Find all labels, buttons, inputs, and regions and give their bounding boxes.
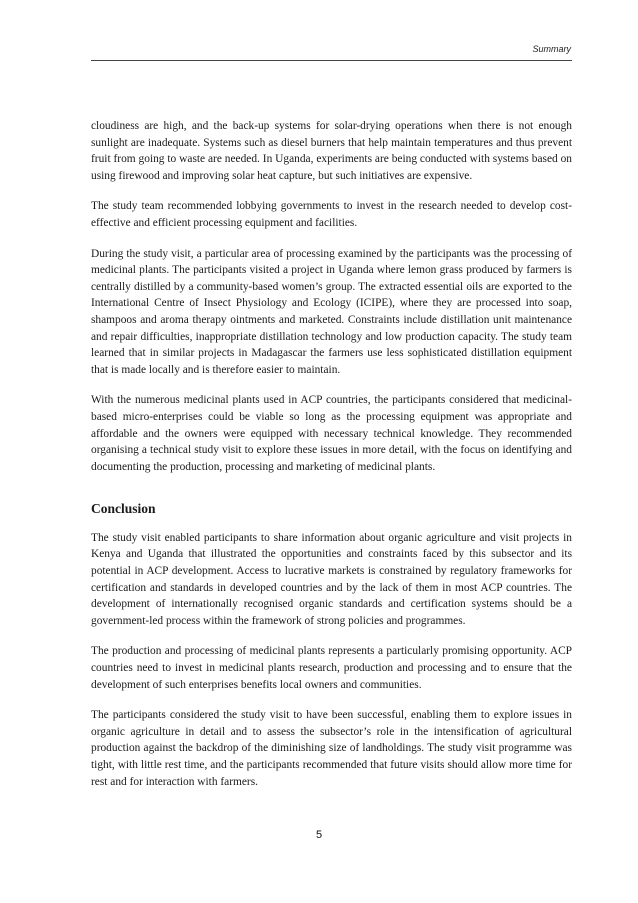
running-header-title: Summary (532, 44, 571, 54)
paragraph-micro-enterprises: With the numerous medicinal plants used in ACP countries, the participants considered that medicinal-based micro-enterprises could be viable so long as the processing equipment was appropriate and affordable and the owners were equipped with necessary technical knowledge. They recommended organising a technical study visit to explore these issues in more detail, with the focus on identifying and documenting the production, processing and marketing of medicinal plants. (91, 394, 572, 473)
paragraph-lobbying-recommendation: The study team recommended lobbying governments to invest in the research needed to develop cost-effective and efficient processing equipment and facilities. (91, 200, 572, 229)
page-number: 5 (315, 829, 323, 841)
header-rule (91, 60, 572, 61)
conclusion-heading: Conclusion (91, 501, 156, 517)
paragraph-conclusion-visit-success: The participants considered the study visit to have been successful, enabling them to explore issues in organic agriculture in detail and to assess the subsector’s role in the intensification of agricultural production against the backdrop of the diminishing size of landholdings. The study visit programme was tight, with little rest time, and the participants recommended that future visits should allow more time for rest and for interaction with farmers. (91, 709, 572, 788)
paragraph-conclusion-markets: The study visit enabled participants to share information about organic agriculture and visit projects in Kenya and Uganda that illustrated the opportunities and constraints faced by this subsector and its potential in ACP development. Access to lucrative markets is constrained by regulatory frameworks for certification and standards in developed countries and by the lack of them in most ACP countries. The development of internationally recognised organic standards and certification systems should be a government-led process within the framework of strong policies and programmes. (91, 531, 572, 627)
paragraph-conclusion-medicinal: The production and processing of medicinal plants represents a particularly promising opportunity. ACP countries need to invest in medicinal plants research, production and processing and to ensure that the development of such enterprises benefits local owners and communities. (91, 645, 572, 691)
paragraph-solar-drying: cloudiness are high, and the back-up systems for solar-drying operations when there is not enough sunlight are inadequate. Systems such as diesel burners that help maintain temperatures and thus prevent fruit from going to waste are needed. In Uganda, experiments are being conducted with systems based on using firewood and improving solar heat capture, but such initiatives are expensive. (91, 120, 572, 182)
page-body (91, 118, 572, 804)
paragraph-medicinal-plants-processing: During the study visit, a particular area of processing examined by the participants was the processing of medicinal plants. The participants visited a project in Uganda where lemon grass produced by farmers is centrally distilled by a community-based women’s group. The extracted essential oils are exported to the International Centre of Insect Physiology and Ecology (ICIPE), where they are processed into soap, shampoos and aroma therapy ointments and marketed. Constraints include distillation unit maintenance and repair difficulties, inappropriate distillation technology and low production capacity. The study team learned that in similar projects in Madagascar the farmers use less sophisticated distillation equipment that is made locally and is therefore easier to maintain. (91, 247, 572, 376)
